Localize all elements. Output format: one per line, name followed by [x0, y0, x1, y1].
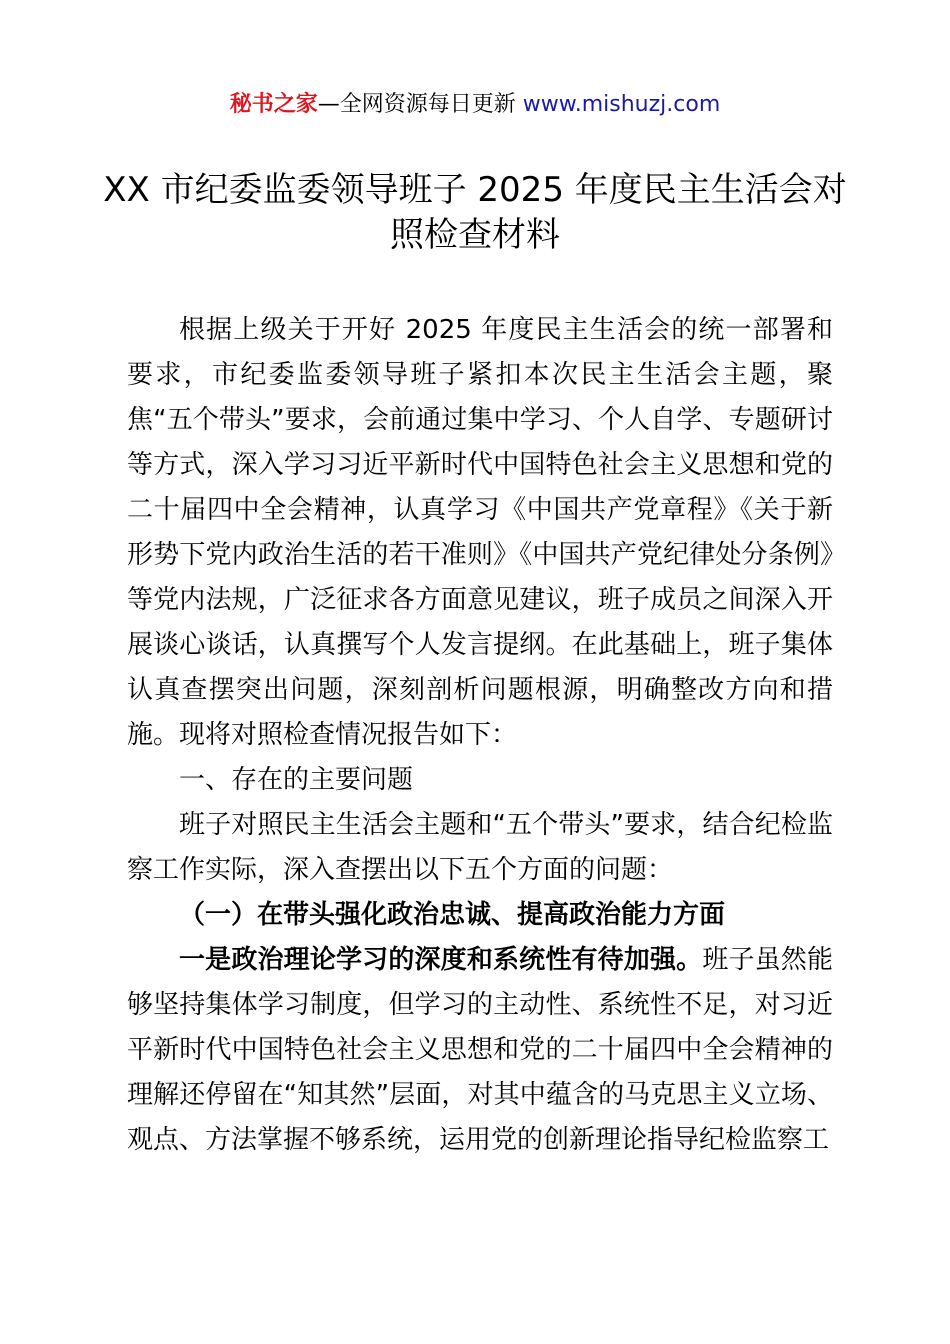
- site-header: [0, 88, 950, 122]
- header-tagline: —全网资源每日更新: [317, 92, 523, 117]
- section-heading: 一、存在的主要问题: [179, 765, 414, 795]
- document-body: [127, 308, 833, 1163]
- intro-paragraph: 根据上级关于开好 2025 年度民主生活会的统一部署和要求，市纪委监委领导班子紧扣本次民主生活会主题，聚焦“五个带头”要求，会前通过集中学习、个人自学、专题研讨等方式，深入学习习近平新时代中国特色社会主义思想和党的二十届四中全会精神，认真学习《中国共产党章程》《关于新形势下党内政治生活的若干准则》《中国共产党纪律处分条例》等党内法规，广泛征求各方面意见建议，班子成员之间深入开展谈心谈话，认真撰写个人发言提纲。在此基础上，班子集体认真查摆突出问题，深刻剖析问题根源，明确整改方向和措施。现将对照检查情况报告如下：: [127, 315, 833, 750]
- point-one-paragraph: [127, 938, 833, 1163]
- document-title: XX 市纪委监委领导班子 2025 年度民主生活会对照检查材料: [103, 170, 847, 255]
- subsection-heading: （一）在带头强化政治忠诚、提高政治能力方面: [179, 900, 726, 930]
- point-one-lead: 一是政治理论学习的深度和系统性有待加强。: [179, 945, 703, 975]
- section-intro-paragraph: 班子对照民主生活会主题和“五个带头”要求，结合纪检监察工作实际，深入查摆出以下五个方面的问题：: [127, 810, 833, 885]
- site-url[interactable]: www.mishuzj.com: [522, 92, 721, 117]
- point-one-text: 班子虽然能够坚持集体学习制度，但学习的主动性、系统性不足，对习近平新时代中国特色社会主义思想和党的二十届四中全会精神的理解还停留在“知其然”层面，对其中蕴含的马克思主义立场、观点、方法掌握不够系统，运用党的创新理论指导纪检监察工: [127, 945, 833, 1155]
- brand-name: 秘书之家: [229, 92, 318, 117]
